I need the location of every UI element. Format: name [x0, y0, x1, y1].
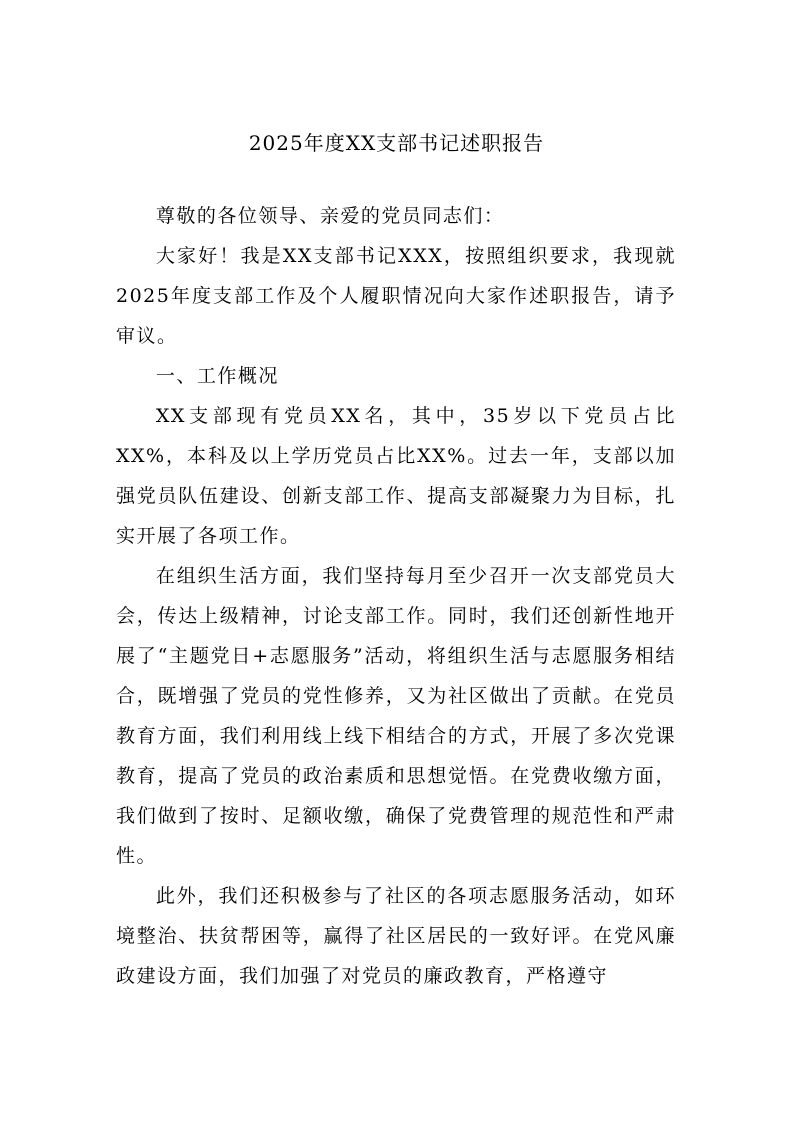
- organization-life-paragraph: 在组织生活方面，我们坚持每月至少召开一次支部党员大会，传达上级精神，讨论支部工作。同时，我们还创新性地开展了“主题党日+志愿服务”活动，将组织生活与志愿服务相结合，既增强了党员的党性修养，又为社区做出了贡献。在党员教育方面，我们利用线上线下相结合的方式，开展了多次党课教育，提高了党员的政治素质和思想觉悟。在党费收缴方面，我们做到了按时、足额收缴，确保了党费管理的规范性和严肃性。: [116, 565, 676, 867]
- overview-paragraph: XX支部现有党员XX名，其中，35岁以下党员占比XX%，本科及以上学历党员占比XX%。过去一年，支部以加强党员队伍建设、创新支部工作、提高支部凝聚力为目标，扎实开展了各项工作。: [116, 405, 676, 547]
- greeting-paragraph: 大家好！我是XX支部书记XXX，按照组织要求，我现就2025年度支部工作及个人履职情况向大家作述职报告，请予审议。: [116, 245, 676, 347]
- volunteer-paragraph: 此外，我们还积极参与了社区的各项志愿服务活动，如环境整治、扶贫帮困等，赢得了社区居民的一致好评。在党风廉政建设方面，我们加强了对党员的廉政教育，严格遵守: [116, 885, 676, 987]
- document-title: 2025年度XX支部书记述职报告: [248, 131, 545, 155]
- document-body: [116, 196, 676, 996]
- salutation-paragraph: 尊敬的各位领导、亲爱的党员同志们：: [155, 205, 505, 227]
- section-heading: 一、工作概况: [155, 365, 279, 387]
